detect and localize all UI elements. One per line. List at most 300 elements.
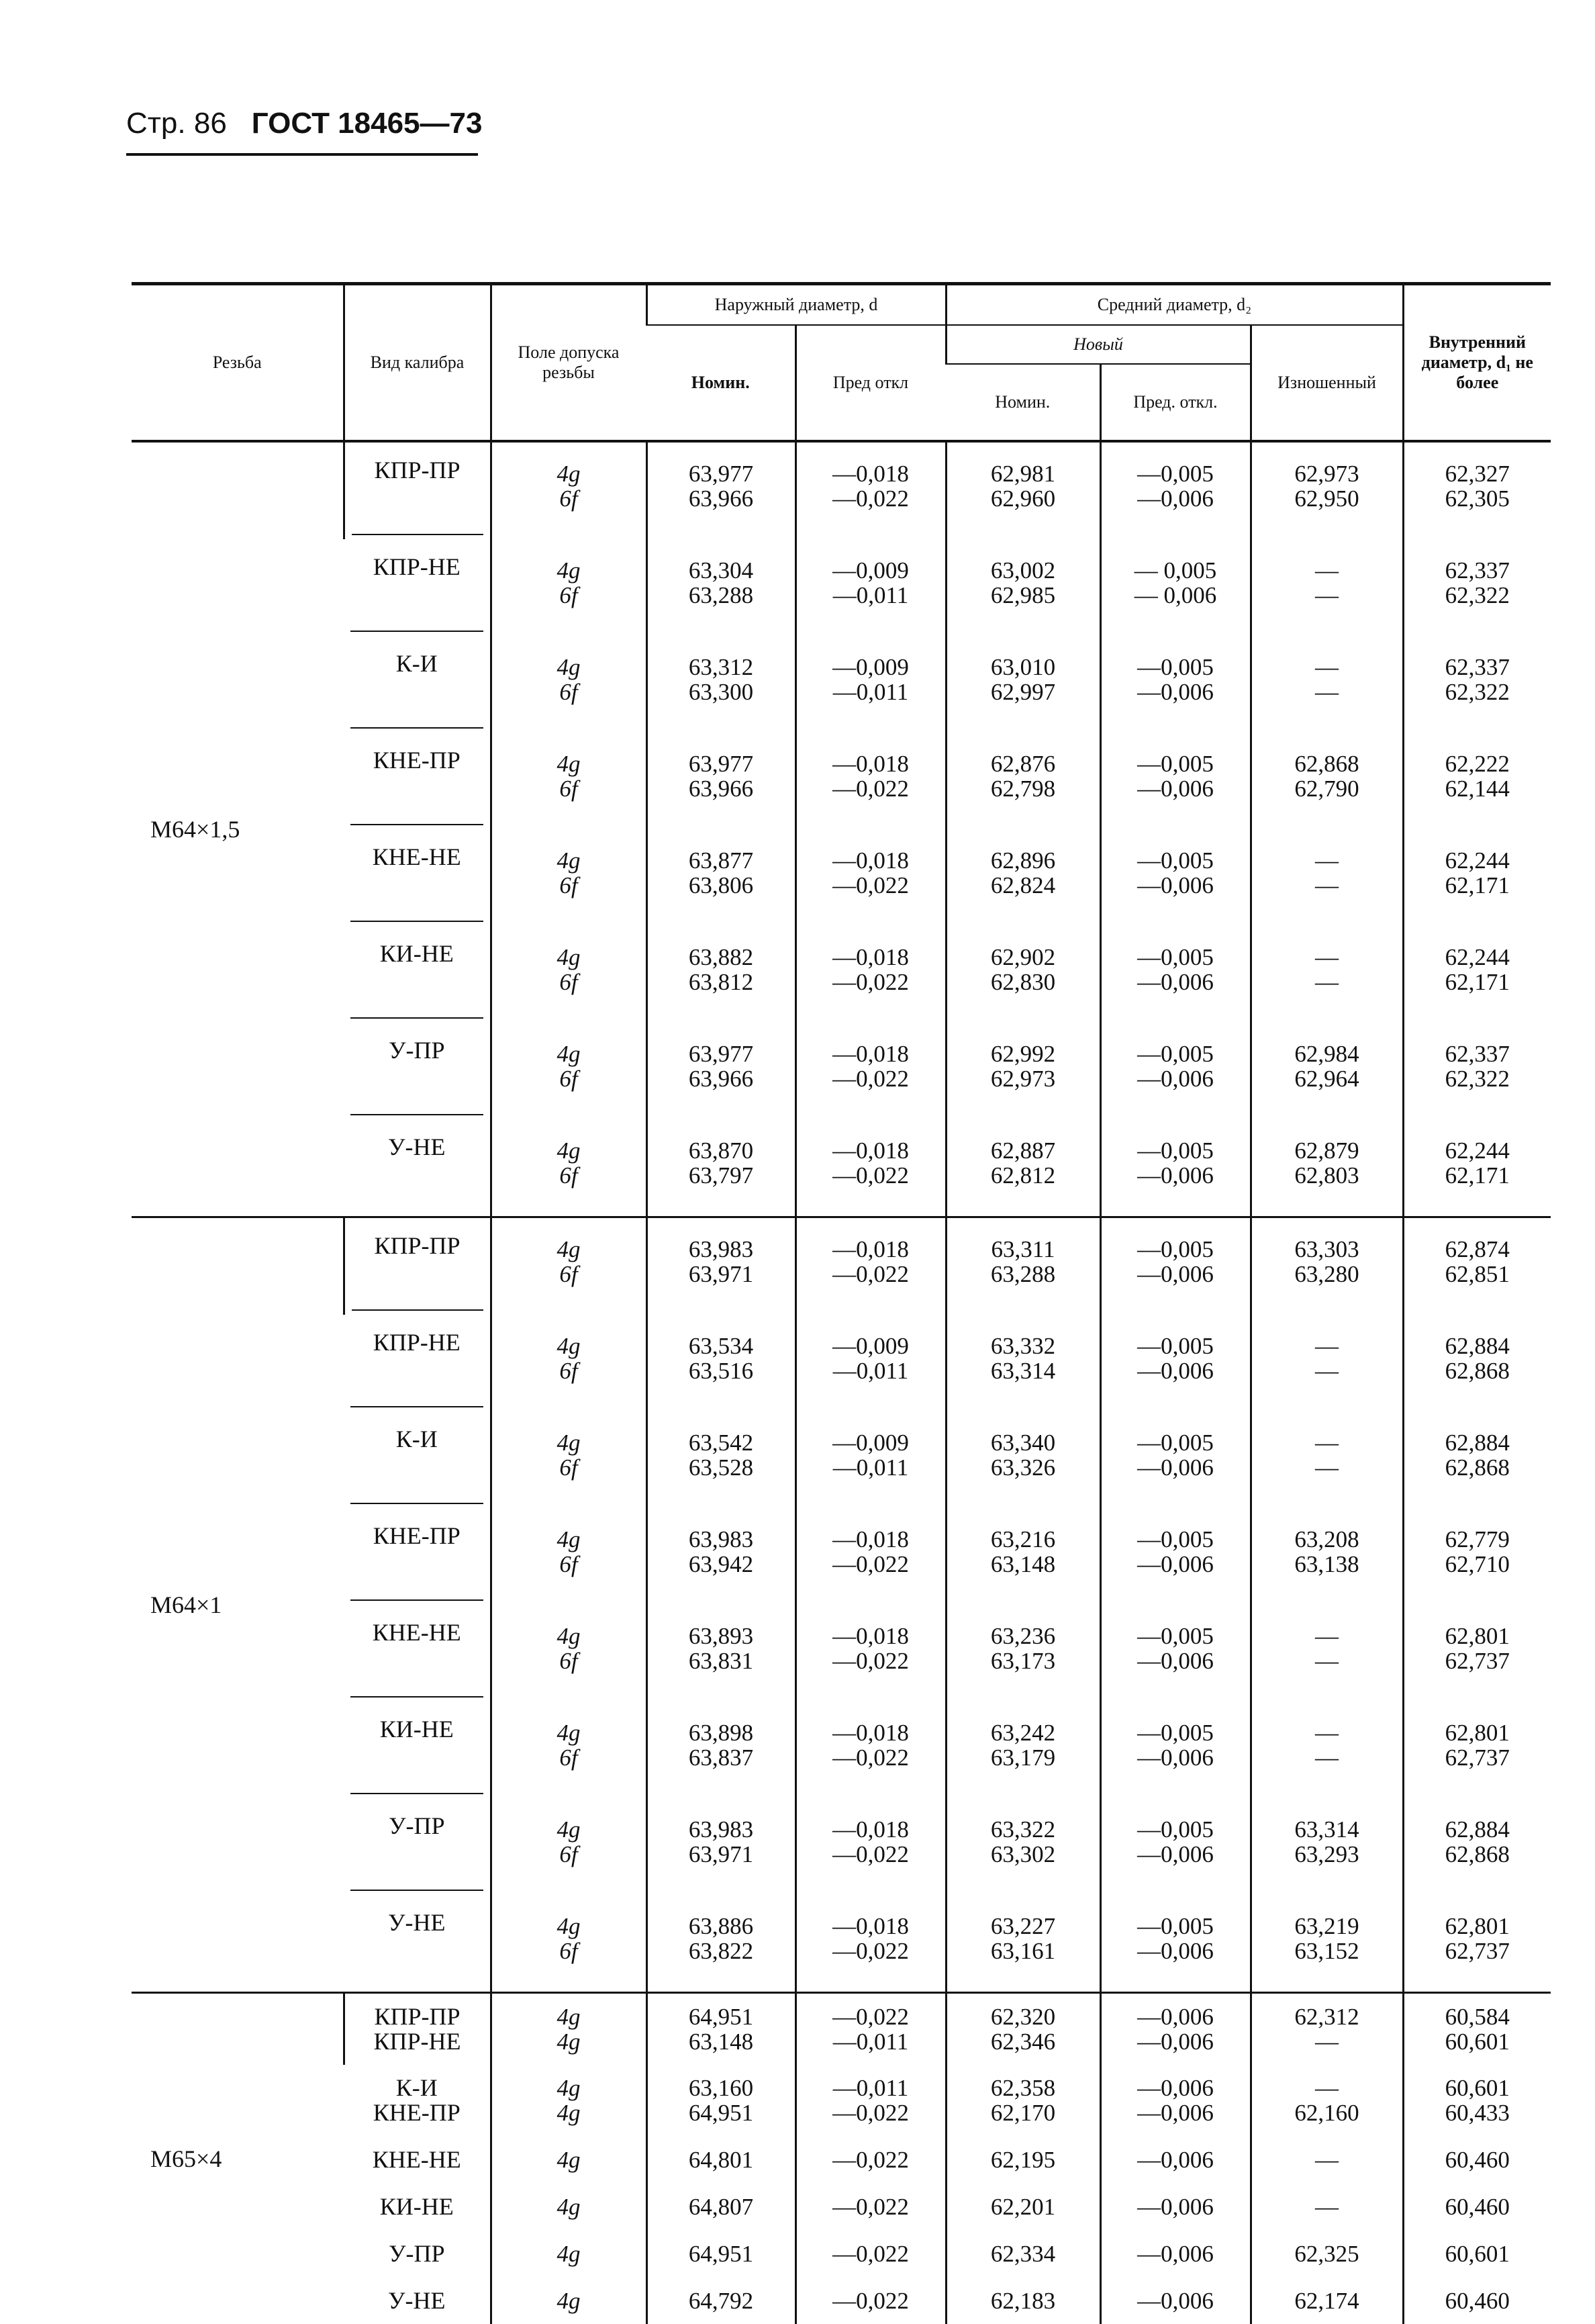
inner-diameter-value: 62,737	[1404, 1648, 1551, 1673]
outer-nominal-cell	[646, 636, 795, 733]
pitch-new-deviation-value: —0,006	[1102, 1648, 1250, 1673]
col-pitch-new-deviation: Пред. откл.	[1100, 364, 1251, 441]
inner-diameter-cell	[1403, 636, 1551, 733]
table-row	[132, 1605, 1551, 1702]
pitch-new-nominal-value: 62,830	[947, 970, 1100, 994]
pitch-new-nominal-cell	[946, 2277, 1100, 2324]
outer-nominal-cell	[646, 1119, 795, 1217]
pitch-new-deviation-cell	[1100, 2277, 1251, 2324]
outer-nominal-value: 63,160	[648, 2076, 795, 2100]
pitch-new-deviation-value: —0,006	[1102, 1262, 1250, 1287]
outer-nominal-value: 63,877	[648, 848, 795, 873]
col-pitch-diameter: Средний диаметр, d₂	[946, 284, 1403, 326]
pitch-new-nominal-value: 62,320	[947, 2004, 1100, 2029]
outer-deviation-value: —0,022	[797, 486, 945, 511]
gauge-type-value: КНЕ-НЕ	[344, 2147, 490, 2172]
outer-nominal-value: 63,971	[648, 1842, 795, 1867]
pitch-new-nominal-cell	[946, 1023, 1100, 1119]
col-tolerance-field: Поле допуска резьбы	[491, 284, 646, 442]
pitch-new-nominal-value: 63,322	[947, 1817, 1100, 1842]
tolerance-field-value: 4g	[492, 1237, 646, 1262]
pitch-new-deviation-value: —0,005	[1102, 1914, 1250, 1939]
pitch-worn-value: 63,219	[1252, 1914, 1402, 1939]
table-row	[132, 1895, 1551, 1993]
col-inner-diameter: Внутренний диаметр, d₁ не более	[1403, 284, 1551, 442]
pitch-new-deviation-value: —0,006	[1102, 1552, 1250, 1577]
thread-designation: M65×4	[132, 1993, 344, 2324]
tolerance-field-cell	[491, 2136, 646, 2183]
pitch-new-deviation-value: —0,006	[1102, 1066, 1250, 1091]
tolerance-field-value: 4g	[492, 2241, 646, 2266]
pitch-worn-value: 62,973	[1252, 461, 1402, 486]
outer-deviation-cell	[795, 1217, 946, 1315]
inner-diameter-value: 60,433	[1404, 2100, 1551, 2125]
pitch-new-nominal-value: 63,288	[947, 1262, 1100, 1287]
pitch-worn-cell	[1251, 1702, 1403, 1798]
outer-nominal-value: 63,304	[648, 558, 795, 583]
outer-nominal-cell	[646, 1895, 795, 1993]
outer-deviation-value: —0,022	[797, 2241, 945, 2266]
outer-deviation-value: —0,018	[797, 1138, 945, 1163]
inner-diameter-value: 62,874	[1404, 1237, 1551, 1262]
outer-nominal-cell	[646, 1315, 795, 1411]
pitch-worn-value: —	[1252, 583, 1402, 608]
inner-diameter-cell	[1403, 926, 1551, 1023]
pitch-worn-value: 62,325	[1252, 2241, 1402, 2266]
inner-diameter-value: 62,868	[1404, 1455, 1551, 1480]
tolerance-field-cell	[491, 1605, 646, 1702]
outer-nominal-value: 63,837	[648, 1745, 795, 1770]
pitch-worn-cell	[1251, 2065, 1403, 2136]
outer-deviation-value: —0,018	[797, 1624, 945, 1648]
pitch-new-nominal-value: 63,227	[947, 1914, 1100, 1939]
inner-diameter-value: 62,737	[1404, 1745, 1551, 1770]
inner-diameter-value: 62,171	[1404, 970, 1551, 994]
outer-nominal-value: 63,942	[648, 1552, 795, 1577]
pitch-worn-value: —	[1252, 2029, 1402, 2054]
pitch-worn-value: 62,312	[1252, 2004, 1402, 2029]
pitch-new-nominal-value: 62,985	[947, 583, 1100, 608]
tolerance-field-value: 4g	[492, 1138, 646, 1163]
pitch-new-deviation-cell	[1100, 1798, 1251, 1895]
outer-nominal-value: 63,812	[648, 970, 795, 994]
outer-nominal-cell	[646, 829, 795, 926]
tolerance-field-cell	[491, 2065, 646, 2136]
pitch-worn-value: 62,879	[1252, 1138, 1402, 1163]
pitch-new-deviation-value: —0,006	[1102, 2194, 1250, 2219]
outer-nominal-cell	[646, 2136, 795, 2183]
pitch-new-deviation-cell	[1100, 2183, 1251, 2230]
pitch-new-deviation-value: —0,006	[1102, 2076, 1250, 2100]
inner-diameter-value: 62,868	[1404, 1358, 1551, 1383]
col-outer-diameter: Наружный диаметр, d	[646, 284, 946, 326]
pitch-new-nominal-cell	[946, 441, 1100, 539]
tolerance-field-cell	[491, 1895, 646, 1993]
table-row	[132, 2230, 1551, 2277]
pitch-new-nominal-cell	[946, 1217, 1100, 1315]
outer-deviation-value: —0,011	[797, 2029, 945, 2054]
pitch-worn-value: 63,293	[1252, 1842, 1402, 1867]
pitch-new-deviation-cell	[1100, 2065, 1251, 2136]
inner-diameter-cell	[1403, 1315, 1551, 1411]
pitch-worn-cell	[1251, 926, 1403, 1023]
outer-nominal-value: 64,792	[648, 2288, 795, 2313]
pitch-new-deviation-value: —0,005	[1102, 1527, 1250, 1552]
outer-deviation-value: —0,018	[797, 1041, 945, 1066]
pitch-worn-cell	[1251, 733, 1403, 829]
pitch-worn-value: 63,138	[1252, 1552, 1402, 1577]
inner-diameter-value: 60,601	[1404, 2241, 1551, 2266]
pitch-new-deviation-cell	[1100, 1217, 1251, 1315]
pitch-worn-value: 63,152	[1252, 1939, 1402, 1963]
pitch-new-deviation-value: —0,006	[1102, 1455, 1250, 1480]
tolerance-field-value: 4g	[492, 2194, 646, 2219]
col-pitch-new: Новый	[946, 325, 1251, 364]
tolerance-field-cell	[491, 539, 646, 636]
pitch-new-deviation-value: —0,005	[1102, 945, 1250, 970]
outer-deviation-value: —0,011	[797, 1358, 945, 1383]
tolerance-field-value: 4g	[492, 1041, 646, 1066]
tolerance-field-value: 4g	[492, 1817, 646, 1842]
pitch-worn-value: —	[1252, 970, 1402, 994]
inner-diameter-cell	[1403, 441, 1551, 539]
pitch-new-nominal-value: 63,302	[947, 1842, 1100, 1867]
col-outer-deviation: Пред откл	[795, 325, 946, 441]
outer-nominal-value: 63,886	[648, 1914, 795, 1939]
inner-diameter-value: 62,737	[1404, 1939, 1551, 1963]
gauge-type: КПР-НЕ	[344, 539, 491, 636]
pitch-new-deviation-cell	[1100, 1508, 1251, 1605]
pitch-new-deviation-cell	[1100, 1119, 1251, 1217]
pitch-new-deviation-value: —0,006	[1102, 486, 1250, 511]
pitch-new-deviation-value: —0,006	[1102, 2029, 1250, 2054]
inner-diameter-value: 62,801	[1404, 1720, 1551, 1745]
pitch-worn-cell	[1251, 2277, 1403, 2324]
pitch-new-nominal-value: 63,002	[947, 558, 1100, 583]
tolerance-field-value: 6f	[492, 1842, 646, 1867]
outer-nominal-cell	[646, 926, 795, 1023]
pitch-new-nominal-value: 62,997	[947, 680, 1100, 704]
outer-deviation-value: —0,022	[797, 1745, 945, 1770]
outer-nominal-value: 63,797	[648, 1163, 795, 1188]
inner-diameter-value: 62,884	[1404, 1334, 1551, 1358]
pitch-new-nominal-value: 62,170	[947, 2100, 1100, 2125]
outer-deviation-value: —0,018	[797, 461, 945, 486]
tolerance-field-value: 4g	[492, 848, 646, 873]
outer-nominal-cell	[646, 1508, 795, 1605]
pitch-worn-value: 62,174	[1252, 2288, 1402, 2313]
outer-nominal-cell	[646, 1702, 795, 1798]
pitch-new-nominal-value: 62,346	[947, 2029, 1100, 2054]
pitch-new-nominal-cell	[946, 636, 1100, 733]
pitch-worn-value: —	[1252, 873, 1402, 898]
inner-diameter-value: 62,851	[1404, 1262, 1551, 1287]
outer-deviation-cell	[795, 1702, 946, 1798]
outer-deviation-value: —0,018	[797, 1914, 945, 1939]
col-gauge-type: Вид калибра	[344, 284, 491, 442]
tolerance-field-value: 4g	[492, 2029, 646, 2054]
pitch-new-deviation-cell	[1100, 441, 1251, 539]
tolerance-field-value: 4g	[492, 751, 646, 776]
pitch-new-nominal-value: 63,148	[947, 1552, 1100, 1577]
tolerance-field-cell	[491, 2277, 646, 2324]
pitch-new-deviation-cell	[1100, 1895, 1251, 1993]
pitch-worn-value: —	[1252, 655, 1402, 680]
pitch-new-deviation-cell	[1100, 733, 1251, 829]
pitch-worn-cell	[1251, 1895, 1403, 1993]
outer-deviation-value: —0,022	[797, 776, 945, 801]
pitch-worn-value: —	[1252, 2147, 1402, 2172]
outer-deviation-value: —0,022	[797, 873, 945, 898]
outer-nominal-cell	[646, 1217, 795, 1315]
outer-nominal-value: 63,822	[648, 1939, 795, 1963]
outer-nominal-cell	[646, 539, 795, 636]
outer-nominal-value: 63,971	[648, 1262, 795, 1287]
pitch-new-nominal-cell	[946, 1993, 1100, 2065]
pitch-new-nominal-cell	[946, 1798, 1100, 1895]
pitch-worn-cell	[1251, 2183, 1403, 2230]
pitch-worn-value: 63,314	[1252, 1817, 1402, 1842]
tolerance-field-value: 4g	[492, 2100, 646, 2125]
tolerance-field-cell	[491, 926, 646, 1023]
tolerance-field-cell	[491, 829, 646, 926]
tolerance-field-value: 4g	[492, 1624, 646, 1648]
gauge-type: У-ПР	[344, 1798, 491, 1895]
outer-deviation-value: —0,018	[797, 1237, 945, 1262]
outer-nominal-value: 63,966	[648, 1066, 795, 1091]
outer-nominal-cell	[646, 2230, 795, 2277]
pitch-worn-value: —	[1252, 1745, 1402, 1770]
outer-nominal-value: 63,148	[648, 2029, 795, 2054]
table-row	[132, 1119, 1551, 1217]
pitch-worn-cell	[1251, 1315, 1403, 1411]
pitch-worn-cell	[1251, 829, 1403, 926]
inner-diameter-cell	[1403, 1411, 1551, 1508]
pitch-worn-value: —	[1252, 558, 1402, 583]
pitch-new-nominal-value: 63,332	[947, 1334, 1100, 1358]
pitch-worn-value: 62,160	[1252, 2100, 1402, 2125]
pitch-new-deviation-value: —0,005	[1102, 751, 1250, 776]
pitch-new-nominal-value: 62,812	[947, 1163, 1100, 1188]
pitch-new-nominal-value: 63,236	[947, 1624, 1100, 1648]
outer-deviation-cell	[795, 1798, 946, 1895]
gauge-type-value: КИ-НЕ	[344, 2194, 490, 2219]
table-row	[132, 829, 1551, 926]
pitch-worn-value: 63,208	[1252, 1527, 1402, 1552]
inner-diameter-value: 62,337	[1404, 558, 1551, 583]
gauge-type-cell	[344, 2230, 491, 2277]
inner-diameter-value: 62,322	[1404, 583, 1551, 608]
tolerance-field-value: 4g	[492, 461, 646, 486]
pitch-new-nominal-value: 62,334	[947, 2241, 1100, 2266]
pitch-new-nominal-value: 63,010	[947, 655, 1100, 680]
outer-nominal-cell	[646, 2183, 795, 2230]
inner-diameter-value: 62,244	[1404, 945, 1551, 970]
gauge-type: КПР-НЕ	[344, 1315, 491, 1411]
pitch-new-deviation-value: —0,006	[1102, 2241, 1250, 2266]
tolerance-field-value: 6f	[492, 486, 646, 511]
pitch-new-deviation-value: —0,006	[1102, 970, 1250, 994]
inner-diameter-cell	[1403, 1993, 1551, 2065]
outer-deviation-value: —0,022	[797, 1648, 945, 1673]
pitch-new-nominal-cell	[946, 1119, 1100, 1217]
inner-diameter-cell	[1403, 1895, 1551, 1993]
gauge-type: КНЕ-НЕ	[344, 1605, 491, 1702]
inner-diameter-value: 62,779	[1404, 1527, 1551, 1552]
pitch-new-nominal-value: 63,326	[947, 1455, 1100, 1480]
outer-nominal-value: 63,300	[648, 680, 795, 704]
tolerance-field-value: 4g	[492, 1527, 646, 1552]
inner-diameter-cell	[1403, 2136, 1551, 2183]
outer-deviation-value: —0,018	[797, 848, 945, 873]
tolerance-field-value: 6f	[492, 1358, 646, 1383]
pitch-new-nominal-value: 63,216	[947, 1527, 1100, 1552]
outer-deviation-cell	[795, 441, 946, 539]
pitch-new-deviation-value: —0,006	[1102, 1842, 1250, 1867]
pitch-worn-cell	[1251, 1119, 1403, 1217]
outer-nominal-cell	[646, 2065, 795, 2136]
outer-deviation-value: —0,018	[797, 1720, 945, 1745]
tolerance-field-cell	[491, 1217, 646, 1315]
pitch-worn-value: —	[1252, 2194, 1402, 2219]
gauge-type-value: У-НЕ	[344, 2288, 490, 2313]
standard-designation: ГОСТ 18465—73	[252, 107, 483, 140]
tolerance-field-cell	[491, 2183, 646, 2230]
outer-deviation-value: —0,018	[797, 945, 945, 970]
pitch-new-nominal-cell	[946, 1508, 1100, 1605]
table-row	[132, 2183, 1551, 2230]
pitch-worn-cell	[1251, 1508, 1403, 1605]
pitch-new-nominal-value: 63,340	[947, 1430, 1100, 1455]
gauge-type-value: КПР-НЕ	[345, 2029, 490, 2054]
pitch-new-deviation-value: —0,005	[1102, 1430, 1250, 1455]
outer-nominal-value: 63,534	[648, 1334, 795, 1358]
pitch-new-deviation-cell	[1100, 926, 1251, 1023]
outer-deviation-cell	[795, 733, 946, 829]
tolerance-field-value: 4g	[492, 1914, 646, 1939]
pitch-new-nominal-value: 62,201	[947, 2194, 1100, 2219]
pitch-worn-value: 62,790	[1252, 776, 1402, 801]
outer-deviation-cell	[795, 2136, 946, 2183]
pitch-new-nominal-value: 62,902	[947, 945, 1100, 970]
tolerance-field-cell	[491, 1411, 646, 1508]
pitch-worn-cell	[1251, 1023, 1403, 1119]
inner-diameter-cell	[1403, 1798, 1551, 1895]
tolerance-field-cell	[491, 1993, 646, 2065]
pitch-new-deviation-cell	[1100, 636, 1251, 733]
pitch-new-deviation-value: —0,005	[1102, 1817, 1250, 1842]
pitch-new-deviation-cell	[1100, 829, 1251, 926]
tolerance-field-value: 4g	[492, 2147, 646, 2172]
table-row	[132, 926, 1551, 1023]
col-pitch-new-nominal: Номин.	[946, 364, 1100, 441]
gauge-type: КИ-НЕ	[344, 1702, 491, 1798]
pitch-new-nominal-cell	[946, 733, 1100, 829]
inner-diameter-value: 60,460	[1404, 2194, 1551, 2219]
pitch-new-deviation-value: —0,006	[1102, 1358, 1250, 1383]
pitch-new-deviation-value: —0,005	[1102, 1138, 1250, 1163]
outer-deviation-value: —0,022	[797, 1163, 945, 1188]
tolerance-field-value: 6f	[492, 1552, 646, 1577]
inner-diameter-value: 62,305	[1404, 486, 1551, 511]
tolerance-field-value: 6f	[492, 1745, 646, 1770]
tolerance-field-cell	[491, 733, 646, 829]
inner-diameter-cell	[1403, 1702, 1551, 1798]
pitch-new-deviation-value: —0,006	[1102, 2100, 1250, 2125]
gauge-type-value: У-ПР	[344, 2241, 490, 2266]
gauge-type-cell	[344, 1993, 491, 2065]
pitch-new-nominal-value: 62,973	[947, 1066, 1100, 1091]
pitch-new-nominal-value: 63,311	[947, 1237, 1100, 1262]
pitch-new-nominal-cell	[946, 1895, 1100, 1993]
outer-deviation-cell	[795, 636, 946, 733]
inner-diameter-cell	[1403, 2183, 1551, 2230]
outer-deviation-value: —0,009	[797, 1430, 945, 1455]
pitch-worn-value: —	[1252, 1430, 1402, 1455]
pitch-new-nominal-cell	[946, 1702, 1100, 1798]
pitch-worn-cell	[1251, 1217, 1403, 1315]
outer-deviation-value: —0,009	[797, 655, 945, 680]
inner-diameter-value: 62,884	[1404, 1817, 1551, 1842]
table-row	[132, 1702, 1551, 1798]
pitch-worn-value: —	[1252, 1455, 1402, 1480]
inner-diameter-value: 62,171	[1404, 1163, 1551, 1188]
tolerance-field-cell	[491, 2230, 646, 2277]
outer-nominal-value: 63,893	[648, 1624, 795, 1648]
table-row	[132, 2136, 1551, 2183]
outer-nominal-value: 63,312	[648, 655, 795, 680]
gauge-type: К-И	[344, 1411, 491, 1508]
pitch-new-deviation-value: —0,005	[1102, 1237, 1250, 1262]
tolerance-field-cell	[491, 1119, 646, 1217]
outer-deviation-value: —0,022	[797, 2194, 945, 2219]
inner-diameter-value: 62,244	[1404, 1138, 1551, 1163]
inner-diameter-cell	[1403, 1217, 1551, 1315]
gauge-type: К-И	[344, 636, 491, 733]
pitch-new-nominal-cell	[946, 926, 1100, 1023]
outer-deviation-value: —0,018	[797, 751, 945, 776]
inner-diameter-value: 62,337	[1404, 655, 1551, 680]
table-row	[132, 636, 1551, 733]
tolerance-field-cell	[491, 1315, 646, 1411]
inner-diameter-value: 62,710	[1404, 1552, 1551, 1577]
tolerance-field-cell	[491, 1023, 646, 1119]
page-number: Стр. 86	[126, 107, 227, 140]
pitch-worn-value: —	[1252, 945, 1402, 970]
pitch-new-nominal-value: 63,314	[947, 1358, 1100, 1383]
tolerance-field-value: 6f	[492, 583, 646, 608]
pitch-new-nominal-value: 62,981	[947, 461, 1100, 486]
pitch-new-deviation-value: —0,006	[1102, 873, 1250, 898]
pitch-new-nominal-value: 62,798	[947, 776, 1100, 801]
inner-diameter-value: 60,601	[1404, 2076, 1551, 2100]
pitch-new-nominal-cell	[946, 539, 1100, 636]
outer-deviation-value: —0,022	[797, 1066, 945, 1091]
table-row	[132, 539, 1551, 636]
outer-nominal-value: 63,516	[648, 1358, 795, 1383]
outer-nominal-value: 63,977	[648, 461, 795, 486]
inner-diameter-value: 62,144	[1404, 776, 1551, 801]
pitch-new-nominal-cell	[946, 1315, 1100, 1411]
outer-nominal-cell	[646, 1993, 795, 2065]
outer-deviation-cell	[795, 2230, 946, 2277]
gauge-type: КНЕ-ПР	[344, 1508, 491, 1605]
tolerance-field-value: 6f	[492, 1066, 646, 1091]
outer-deviation-cell	[795, 539, 946, 636]
gauge-dimensions-table	[132, 282, 1551, 2324]
outer-nominal-cell	[646, 1411, 795, 1508]
tolerance-field-cell	[491, 441, 646, 539]
